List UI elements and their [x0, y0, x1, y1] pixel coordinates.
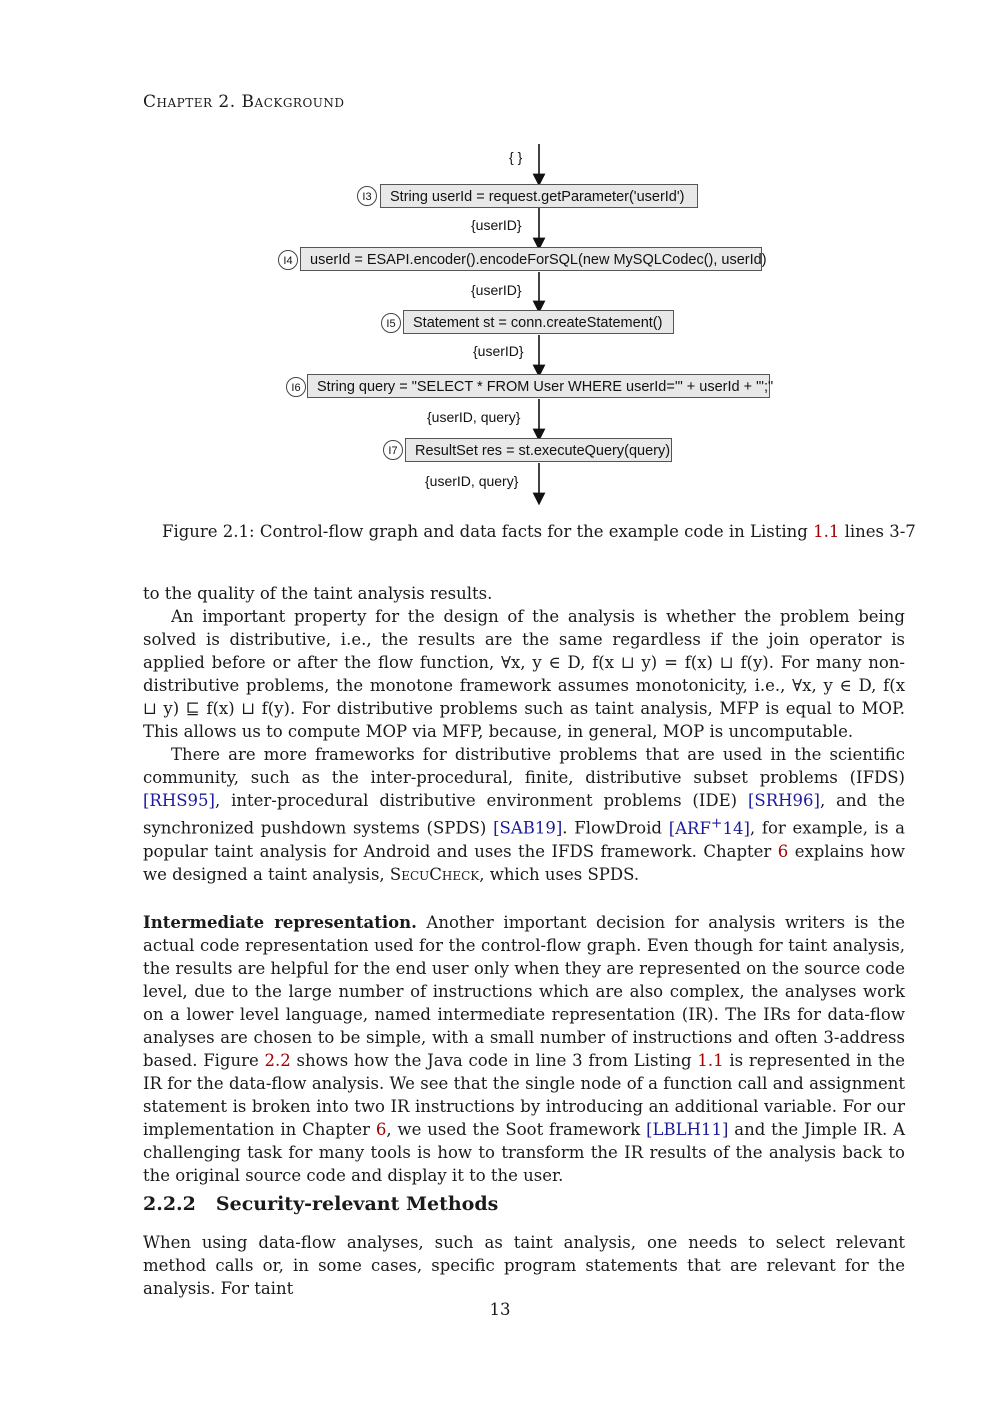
section-heading: [143, 1193, 498, 1215]
paragraph-intermediate-representation: [143, 911, 905, 1187]
paragraph-frameworks: [143, 743, 905, 886]
node-i6-statement: String query = "SELECT * FROM User WHERE userId='" + userId + "';": [307, 374, 770, 398]
listing-ref-link[interactable]: 1.1: [813, 522, 840, 541]
node-i5-statement: Statement st = conn.createStatement(): [403, 310, 674, 334]
citation-sab19[interactable]: [SAB19]: [493, 818, 563, 838]
text-span: . FlowDroid: [562, 818, 669, 838]
text-span: shows how the Java code in line 3 from Listing: [290, 1051, 698, 1070]
node-id-i7: I7: [383, 440, 403, 460]
citation-arf14[interactable]: [668, 815, 750, 838]
page-number: 13: [489, 1300, 511, 1319]
paragraph-continuation: to the quality of the taint analysis results.: [143, 584, 493, 603]
fact-after-i5: {userID}: [473, 343, 524, 359]
citation-rhs95[interactable]: [RHS95]: [143, 791, 215, 810]
fact-after-i6: {userID, query}: [427, 409, 521, 425]
paragraph-heading: Intermediate representation.: [143, 913, 417, 932]
chapter-ref-link[interactable]: 6: [375, 1120, 387, 1139]
figure-caption: [162, 522, 916, 541]
caption-suffix: lines 3-7: [839, 522, 916, 541]
citation-lblh11[interactable]: [LBLH11]: [646, 1120, 729, 1139]
section-title-text: Security-relevant Methods: [215, 1193, 499, 1215]
text-span: , we used the Soot framework: [386, 1120, 647, 1139]
listing-ref-link[interactable]: 1.1: [697, 1051, 724, 1070]
node-id-i4: I4: [278, 250, 298, 270]
node-id-i6: I6: [286, 377, 306, 397]
body-section-2: [143, 911, 905, 1187]
running-head: Chapter 2. Background: [143, 92, 345, 112]
paragraph-distributivity: An important property for the design of the analysis is whether the problem being solved is distributive, i.e., the results are the same regardless if the join operator is applied before or after the flow function, ∀x, y ∈ D, f(x ⊔ y) = f(x) ⊔ f(y). For many non-distributive problems, the monotone framework assumes monotonicity, i.e., ∀x, y ∈ D, f(x ⊔ y) ⊑ f(x) ⊔ f(y). For distributive problems such as taint analysis, MFP is equal to MOP. This allows us to compute MOP via MFP, because, in general, MOP is uncomputable.: [143, 607, 905, 741]
text-span: There are more frameworks for distributive problems that are used in the scientific community, such as the inter-procedural, finite, distributive subset problems (IFDS): [143, 745, 905, 787]
caption-text: Figure 2.1: Control-flow graph and data facts for the example code in Listing: [162, 522, 814, 541]
body-section-1: [143, 582, 905, 886]
fact-after-i4: {userID}: [471, 282, 522, 298]
node-i4-statement: userId = ESAPI.encoder().encodeForSQL(new MySQLCodec(), userId): [300, 247, 762, 271]
node-i7-statement: ResultSet res = st.executeQuery(query): [405, 438, 672, 462]
node-id-i3: I3: [357, 186, 377, 206]
text-span: , and the synchronized pushdown systems (SPDS): [143, 791, 905, 838]
node-id-i5: I5: [381, 313, 401, 333]
tool-name-secucheck: SecuCheck: [389, 864, 480, 884]
citation-text: 14]: [722, 818, 750, 838]
fact-entry: { }: [509, 149, 523, 165]
citation-srh96[interactable]: [SRH96]: [747, 791, 820, 810]
citation-superscript: +: [710, 815, 723, 831]
text-span: , which uses SPDS.: [479, 864, 640, 884]
paragraph-security-methods: When using data-flow analyses, such as taint analysis, one needs to select relevant method calls or, in some cases, specific program statements that are relevant for the analysis. For taint: [143, 1233, 905, 1298]
body-section-3: [143, 1231, 905, 1300]
section-number: 2.2.2: [143, 1193, 196, 1215]
node-i3-statement: String userId = request.getParameter('userId'): [380, 184, 698, 208]
control-flow-graph: [0, 140, 1000, 510]
text-span: is represented in the IR for the data-flow analysis. We see that the single node of a function call and assignment statement is broken into two IR instructions by introducing an additional variable. For our implementation in Chapter: [143, 1051, 905, 1139]
fact-after-i3: {userID}: [471, 217, 522, 233]
text-span: Another important decision for analysis writers is the actual code representation used for the control-flow graph. Even though for taint analysis, the results are helpful for the end user only when they are represented on the source code level, due to the large number of instructions which are also complex, the analyses work on a lower level language, named intermediate representation (IR). The IRs for data-flow analyses are chosen to be simple, with a small number of instructions and often 3-address based. Figure: [143, 913, 905, 1070]
text-span: explains how we designed a taint analysis,: [143, 841, 905, 884]
figure-ref-link[interactable]: 2.2: [264, 1051, 291, 1070]
text-span: , inter-procedural distributive environment problems (IDE): [215, 791, 748, 810]
chapter-ref-link[interactable]: 6: [777, 841, 789, 861]
citation-text: [ARF: [668, 818, 711, 838]
text-span: and the Jimple IR. A challenging task for many tools is how to transform the IR results of the analysis back to the original source code and display it to the user.: [143, 1120, 905, 1185]
fact-after-i7: {userID, query}: [425, 473, 519, 489]
text-span: , for example, is a popular taint analysis for Android and uses the IFDS framework. Chapter: [143, 818, 905, 861]
